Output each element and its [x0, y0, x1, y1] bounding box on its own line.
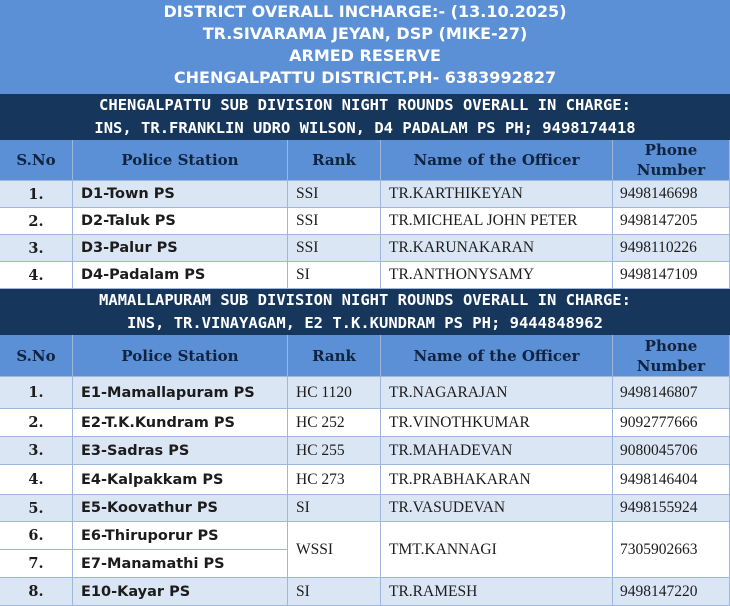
row-station: E7-Manamathi PS: [73, 550, 288, 578]
row-station: D2-Taluk PS: [73, 208, 288, 235]
table-row: [0, 495, 730, 522]
section1-title-line1: CHENGALPATTU SUB DIVISION NIGHT ROUNDS OVERALL IN CHARGE:: [99, 96, 631, 114]
row-sno: 7.: [0, 550, 73, 578]
row-phone: 9498147220: [613, 578, 730, 606]
col-officer-header: Name of the Officer: [381, 335, 613, 377]
row-rank: HC 1120: [288, 377, 381, 409]
table-row: [0, 409, 730, 437]
row-sno: 4.: [0, 262, 73, 289]
row-phone: 9498155924: [613, 495, 730, 522]
row-officer: TR.KARUNAKARAN: [381, 235, 613, 262]
col-sno-header: S.No: [0, 140, 73, 181]
row-station: D1-Town PS: [73, 181, 288, 208]
district-incharge-phone: CHENGALPATTU DISTRICT.PH- 6383992827: [173, 68, 557, 87]
table-row: [0, 465, 730, 495]
row-station: D3-Palur PS: [73, 235, 288, 262]
section1-title-line2: INS, TR.FRANKLIN UDRO WILSON, D4 PADALAM PS PH; 9498174418: [94, 119, 636, 137]
row-station: E4-Kalpakkam PS: [73, 465, 288, 495]
table-row: [0, 377, 730, 409]
table-row: [0, 437, 730, 465]
row-phone: 9498146807: [613, 377, 730, 409]
section2-title: [0, 289, 730, 335]
row-sno: 2.: [0, 208, 73, 235]
row-rank: SI: [288, 495, 381, 522]
row-officer: TR.NAGARAJAN: [381, 377, 613, 409]
row-officer: TR.PRABHAKARAN: [381, 465, 613, 495]
section1-title: [0, 94, 730, 140]
merged-phone: 7305902663: [613, 522, 730, 578]
row-rank: SSI: [288, 235, 381, 262]
row-officer: TR.MAHADEVAN: [381, 437, 613, 465]
row-officer: TR.RAMESH: [381, 578, 613, 606]
row-officer: TR.ANTHONYSAMY: [381, 262, 613, 289]
col-sno-header: S.No: [0, 335, 73, 377]
row-phone: 9498110226: [613, 235, 730, 262]
row-rank: HC 273: [288, 465, 381, 495]
row-sno: 1.: [0, 181, 73, 208]
col-phone-header-line1: Phone: [644, 336, 698, 355]
col-phone-header-line2: Number: [636, 161, 706, 179]
col-phone-header-line2: Number: [636, 356, 706, 375]
row-rank: SI: [288, 578, 381, 606]
row-sno: 5.: [0, 495, 73, 522]
row-rank: HC 255: [288, 437, 381, 465]
row-sno: 1.: [0, 377, 73, 409]
district-incharge-unit: ARMED RESERVE: [289, 46, 441, 65]
row-phone: 9498147109: [613, 262, 730, 289]
col-rank-header: Rank: [288, 335, 381, 377]
district-incharge-title: DISTRICT OVERALL INCHARGE:- (13.10.2025): [163, 2, 567, 21]
row-station: E6-Thiruporur PS: [73, 522, 288, 550]
row-officer: TR.VASUDEVAN: [381, 495, 613, 522]
row-phone: 9498146404: [613, 465, 730, 495]
row-station: D4-Padalam PS: [73, 262, 288, 289]
col-phone-header: [613, 140, 730, 181]
row-rank: SI: [288, 262, 381, 289]
row-phone: 9092777666: [613, 409, 730, 437]
row-station: E5-Koovathur PS: [73, 495, 288, 522]
row-station: E2-T.K.Kundram PS: [73, 409, 288, 437]
district-header: [0, 0, 730, 94]
table-row: [0, 235, 730, 262]
table-row: [0, 578, 730, 606]
row-sno: 2.: [0, 409, 73, 437]
table-row: [0, 262, 730, 289]
row-officer: TR.KARTHIKEYAN: [381, 181, 613, 208]
section2-header-row: [0, 335, 730, 377]
row-sno: 3.: [0, 437, 73, 465]
row-sno: 6.: [0, 522, 73, 550]
district-incharge-officer: TR.SIVARAMA JEYAN, DSP (MIKE-27): [202, 24, 528, 43]
col-phone-header: [613, 335, 730, 377]
row-station: E3-Sadras PS: [73, 437, 288, 465]
col-officer-header: Name of the Officer: [381, 140, 613, 181]
row-phone: 9498147205: [613, 208, 730, 235]
col-phone-header-line1: Phone: [644, 141, 698, 159]
row-phone: 9498146698: [613, 181, 730, 208]
merged-rank: WSSI: [288, 522, 381, 578]
table-row: [0, 181, 730, 208]
section1-header-row: [0, 140, 730, 181]
table-row: [0, 208, 730, 235]
section2-title-line2: INS, TR.VINAYAGAM, E2 T.K.KUNDRAM PS PH; 9444848962: [127, 314, 603, 332]
row-rank: SSI: [288, 208, 381, 235]
row-phone: 9080045706: [613, 437, 730, 465]
row-rank: HC 252: [288, 409, 381, 437]
section2-title-line1: MAMALLAPURAM SUB DIVISION NIGHT ROUNDS OVERALL IN CHARGE:: [99, 291, 631, 309]
merged-officer: TMT.KANNAGI: [381, 522, 613, 578]
row-station: E10-Kayar PS: [73, 578, 288, 606]
row-sno: 8.: [0, 578, 73, 606]
col-rank-header: Rank: [288, 140, 381, 181]
row-rank: SSI: [288, 181, 381, 208]
row-officer: TR.VINOTHKUMAR: [381, 409, 613, 437]
row-sno: 3.: [0, 235, 73, 262]
row-officer: TR.MICHEAL JOHN PETER: [381, 208, 613, 235]
col-station-header: Police Station: [73, 140, 288, 181]
row-station: E1-Mamallapuram PS: [73, 377, 288, 409]
row-sno: 4.: [0, 465, 73, 495]
col-station-header: Police Station: [73, 335, 288, 377]
